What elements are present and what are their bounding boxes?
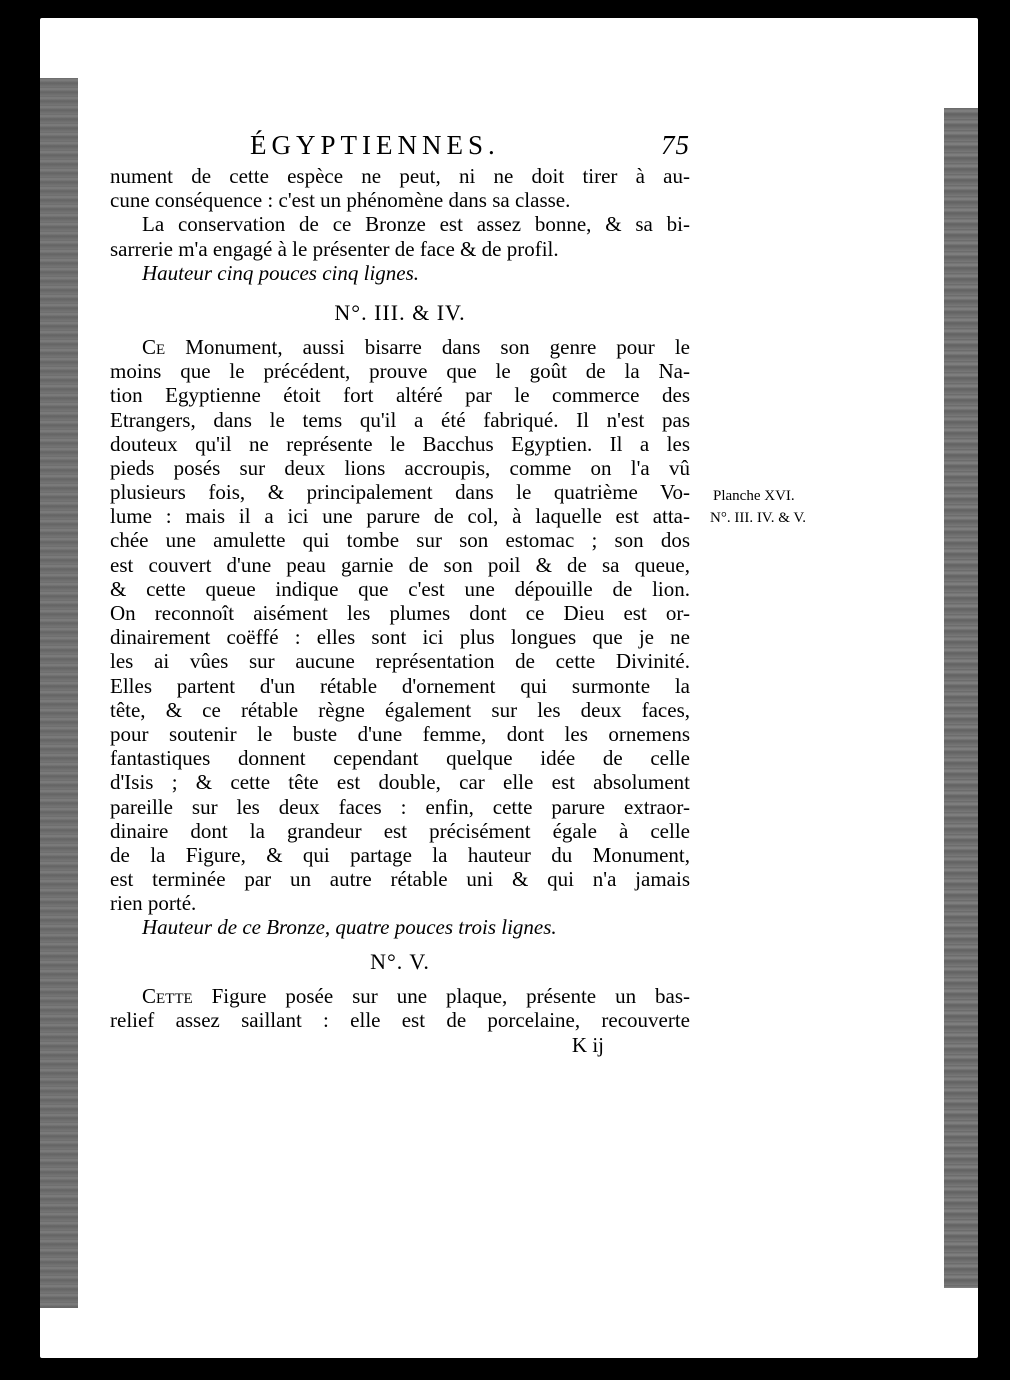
text-line: Elles partent d'un rétable d'ornement qui surmonte la bbox=[110, 673, 690, 698]
text-line: lume : mais il a ici une parure de col, à laquelle est atta- bbox=[110, 504, 690, 529]
text-line: fantastiques donnent cependant quelque idée de celle bbox=[110, 746, 690, 771]
text-run: Monument, aussi bisarre dans son genre pour le bbox=[165, 334, 690, 359]
drop-word: Ce bbox=[142, 334, 166, 359]
text-line: On reconnoît aisément les plumes dont ce Dieu est or- bbox=[110, 601, 690, 625]
text-line: d'Isis ; & cette tête est double, car elle est absolument bbox=[110, 770, 690, 795]
text-line: Etrangers, dans le tems qu'il a été fabriqué. Il n'est pas bbox=[110, 407, 690, 432]
text-line: douteux qu'il ne représente le Bacchus Egyptien. Il a les bbox=[110, 431, 690, 456]
text-line bbox=[110, 984, 690, 1008]
drop-word: Cette bbox=[142, 983, 193, 1008]
text-run: Figure posée sur une plaque, présente un bas- bbox=[192, 983, 690, 1008]
text-line: nument de cette espèce ne peut, ni ne doit tirer à au- bbox=[110, 164, 690, 188]
caption: Hauteur cinq pouces cinq lignes. bbox=[142, 260, 420, 285]
text-line: cune conséquence : c'est un phénomène dans sa classe. bbox=[110, 188, 571, 213]
text-line: pour soutenir le buste d'une femme, dont les ornemens bbox=[110, 721, 690, 746]
text-line: dinairement coëffé : elles sont ici plus longues que je ne bbox=[110, 625, 690, 650]
margin-note-numbers: N°. III. IV. & V. bbox=[710, 510, 807, 526]
running-header bbox=[110, 130, 690, 164]
text-block bbox=[110, 130, 690, 1058]
section-heading: N°. III. & IV. bbox=[334, 299, 466, 325]
text-line: les ai vûes sur aucune représentation de cette Divinité. bbox=[110, 649, 690, 674]
scan-edge-left bbox=[40, 78, 78, 1308]
scan-edge-right bbox=[944, 108, 978, 1288]
section-heading: N°. V. bbox=[370, 948, 430, 974]
text-line: de la Figure, & qui partage la hauteur du Monument, bbox=[110, 842, 690, 867]
running-title: ÉGYPTIENNES. bbox=[250, 130, 500, 160]
text-line: est couvert d'une peau garnie de son poil & de sa queue, bbox=[110, 552, 690, 577]
margin-note-plate: Planche XVI. bbox=[713, 488, 795, 504]
text-line: tête, & ce rétable règne également sur les deux faces, bbox=[110, 697, 690, 722]
text-line: pareille sur les deux faces : enfin, cette parure extraor- bbox=[110, 794, 690, 819]
text-line: sarrerie m'a engagé à le présenter de face & de profil. bbox=[110, 236, 559, 261]
text-line: moins que le précédent, prouve que le goût de la Na- bbox=[110, 359, 690, 384]
text-line: pieds posés sur deux lions accroupis, comme on l'a vû bbox=[110, 455, 690, 480]
text-line: chée une amulette qui tombe sur son estomac ; son dos bbox=[110, 528, 690, 553]
text-line: & cette queue indique que c'est une dépouille de lion. bbox=[110, 576, 690, 601]
text-line: est terminée par un autre rétable uni & qui n'a jamais bbox=[110, 867, 690, 892]
caption: Hauteur de ce Bronze, quatre pouces trois lignes. bbox=[142, 915, 557, 940]
text-line bbox=[110, 335, 690, 359]
text-line: rien porté. bbox=[110, 891, 197, 916]
text-line: relief assez saillant : elle est de porcelaine, recouverte bbox=[110, 1007, 690, 1032]
text-line: plusieurs fois, & principalement dans le quatrième Vo- bbox=[110, 480, 690, 505]
page-number: 75 bbox=[661, 130, 690, 160]
text-line: dinaire dont la grandeur est précisément égale à celle bbox=[110, 818, 690, 843]
text-line: La conservation de ce Bronze est assez bonne, & sa bi- bbox=[142, 212, 690, 237]
signature-mark: K ij bbox=[571, 1033, 604, 1057]
margin-note bbox=[710, 485, 806, 529]
text-line: tion Egyptienne étoit fort altéré par le commerce des bbox=[110, 383, 690, 408]
